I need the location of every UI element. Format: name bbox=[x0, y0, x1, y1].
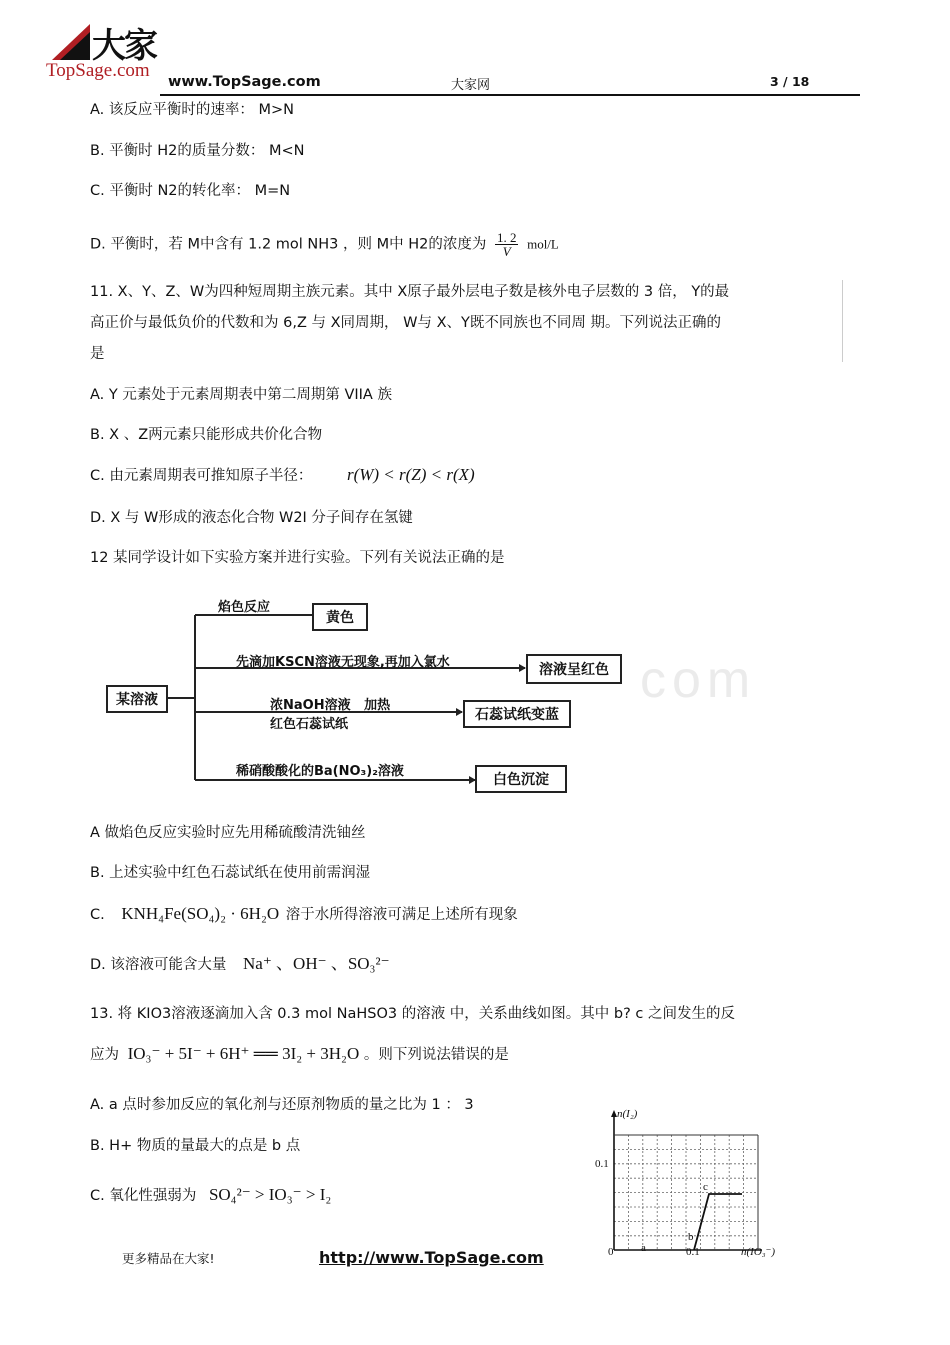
graph-point-c: c bbox=[703, 1181, 708, 1193]
fraction-denominator: V bbox=[502, 244, 511, 259]
graph-x-tick: 0.1 bbox=[686, 1246, 700, 1258]
q11-radius-formula: r(W) < r(Z) < r(X) bbox=[346, 465, 475, 484]
q12-option-b: B. 上述实验中红色石蕊试纸在使用前需润湿 bbox=[90, 865, 371, 881]
q12-ion-formula: Na⁺ 、OH⁻ 、SO₃²⁻ bbox=[243, 954, 390, 973]
q13-stem-suffix: 。则下列说法错误的是 bbox=[363, 1047, 509, 1063]
q11-option-a: A. Y 元素处于元素周期表中第二周期第 VIIA 族 bbox=[90, 387, 392, 403]
q13-reaction-equation: IO₃⁻ + 5I⁻ + 6H⁺ ══ 3I₂ + 3H₂O bbox=[127, 1044, 360, 1063]
branch-2-result-box: 溶液呈红色 bbox=[526, 654, 622, 684]
q11-option-d: D. X 与 W形成的液态化合物 W2I 分子间存在氢键 bbox=[90, 510, 413, 526]
branch-1-result-box: 黄色 bbox=[312, 603, 368, 631]
q13-stem-prefix: 应为 bbox=[90, 1047, 119, 1063]
header-page-number: 3 / 18 bbox=[770, 74, 810, 89]
watermark-text: com bbox=[640, 651, 757, 709]
q11-option-b: B. X 、Z两元素只能形成共价化合物 bbox=[90, 427, 323, 443]
q12-option-c bbox=[90, 904, 518, 925]
logo-chinese: 大家 bbox=[92, 26, 156, 66]
header-site: www.TopSage.com bbox=[168, 74, 321, 90]
q10-option-c: C. 平衡时 N2的转化率： M=N bbox=[90, 183, 291, 199]
branch-3-result-box: 石蕊试纸变蓝 bbox=[463, 700, 571, 728]
q12-option-c-text: 溶于水所得溶液可满足上述所有现象 bbox=[285, 907, 518, 923]
branch-4-label: 稀硝酸酸化的Ba(NO₃)₂溶液 bbox=[236, 764, 404, 779]
q10-option-d-text: D. 平衡时，若 M中含有 1.2 mol NH3 ，则 M中 H2的浓度为 bbox=[90, 236, 487, 253]
q13-stem-line-2 bbox=[90, 1044, 509, 1065]
footer-url-link[interactable]: http://www.TopSage.com bbox=[319, 1248, 544, 1267]
branch-2-label: 先滴加KSCN溶液无现象,再加入氯水 bbox=[236, 655, 450, 670]
branch-4-result-box: 白色沉淀 bbox=[475, 765, 567, 793]
graph-point-b: b bbox=[688, 1231, 694, 1243]
q13-stem-line-1: 13. 将 KIO3溶液逐滴加入含 0.3 mol NaHSO3 的溶液 中，关系曲线如图。其中 b? c 之间发生的反 bbox=[90, 1006, 736, 1022]
q12-salt-formula: KNH₄Fe(SO₄)₂ · 6H₂O bbox=[121, 904, 280, 923]
q13-oxidizing-order: SO₄²⁻ > IO₃⁻ > I₂ bbox=[208, 1185, 332, 1204]
graph-y-tick: 0.1 bbox=[595, 1158, 609, 1170]
q11-stem-line-3: 是 bbox=[90, 346, 105, 362]
text-box-edge bbox=[842, 280, 843, 362]
q11-option-c-text: C. 由元素周期表可推知原子半径： bbox=[90, 468, 313, 484]
graph-curve bbox=[694, 1194, 742, 1250]
fraction-numerator: 1. 2 bbox=[496, 230, 517, 245]
branch-3-label-1: 浓NaOH溶液 加热 bbox=[270, 698, 391, 713]
branch-3-label-2: 红色石蕊试纸 bbox=[270, 717, 349, 732]
q12-option-d bbox=[90, 954, 390, 975]
q10-fraction bbox=[495, 231, 519, 258]
q13-option-b: B. H+ 物质的量最大的点是 b 点 bbox=[90, 1138, 301, 1154]
q10-option-b: B. 平衡时 H2的质量分数： M<N bbox=[90, 143, 305, 159]
q13-option-c bbox=[90, 1185, 331, 1206]
q11-option-c bbox=[90, 465, 475, 486]
q10-unit: mol/L bbox=[527, 236, 559, 252]
graph-y-label: n(I₂) bbox=[617, 1108, 638, 1120]
branch-1-label: 焰色反应 bbox=[218, 600, 271, 615]
q10-option-a: A. 该反应平衡时的速率： M>N bbox=[90, 102, 294, 118]
q12-option-c-label: C. bbox=[90, 907, 105, 923]
topsage-logo-icon bbox=[50, 22, 94, 62]
q10-option-d bbox=[90, 231, 559, 258]
logo-english: TopSage.com bbox=[46, 60, 150, 81]
q12-option-d-text: D. 该溶液可能含大量 bbox=[90, 957, 227, 973]
graph-origin: 0 bbox=[608, 1246, 614, 1258]
q11-stem-line-1: 11. X、Y、Z、W为四种短周期主族元素。其中 X原子最外层电子数是核外电子层数的 3 倍， Y的最 bbox=[90, 284, 730, 300]
q13-option-a: A. a 点时参加反应的氧化剂与还原剂物质的量之比为 1 ： 3 bbox=[90, 1097, 474, 1113]
header-center: 大家网 bbox=[451, 78, 491, 93]
q11-stem-line-2: 高正价与最低负价的代数和为 6,Z 与 X同周期， W与 X、Y既不同族也不同周 期。下列说法正确的 bbox=[90, 315, 721, 331]
graph-point-a: a bbox=[641, 1242, 646, 1254]
diagram-source-box: 某溶液 bbox=[106, 685, 168, 713]
q12-option-a: A 做焰色反应实验时应先用稀硫酸清洗铀丝 bbox=[90, 825, 366, 841]
q12-stem: 12 某同学设计如下实验方案并进行实验。下列有关说法正确的是 bbox=[90, 550, 505, 566]
header-rule bbox=[160, 94, 860, 96]
q13-option-c-text: C. 氧化性强弱为 bbox=[90, 1188, 197, 1204]
graph-x-label: n(IO₃⁻) bbox=[741, 1246, 776, 1258]
footer-left-text: 更多精品在大家! bbox=[122, 1251, 215, 1266]
